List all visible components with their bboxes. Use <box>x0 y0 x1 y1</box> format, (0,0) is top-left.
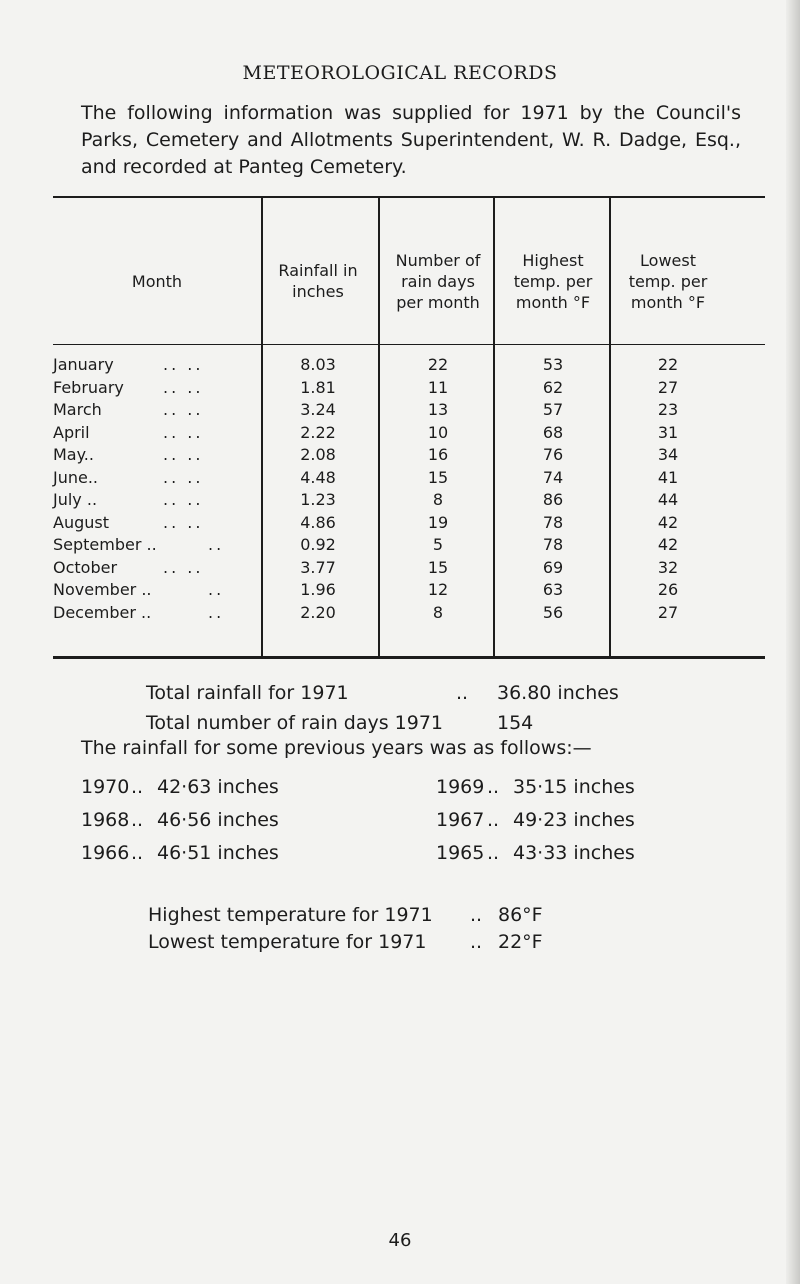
intro-paragraph: The following information was supplied for 1971 by the Council's Parks, Cemetery and Allotments Superintendent, W. R. Dadge, Esq., and recorded at Panteg Cemetery. <box>81 102 741 178</box>
previous-year: 1968 <box>81 809 130 831</box>
previous-row <box>81 771 761 804</box>
table-row <box>53 557 765 579</box>
month-leader-dots: .. .. <box>163 355 204 374</box>
table-row <box>53 489 765 511</box>
table-header-rule <box>53 344 765 345</box>
previous-dots: .. <box>487 842 500 864</box>
month-leader-dots: .. .. <box>163 490 204 509</box>
previous-year: 1967 <box>436 809 485 831</box>
month-cell: June.. <box>53 467 99 487</box>
month-leader-dots: .. <box>208 602 225 622</box>
previous-value: 46·56 inches <box>157 809 279 831</box>
rain-days-cell: 12 <box>427 580 449 599</box>
month-cell: April <box>53 422 90 442</box>
lowest-temp-cell: 41 <box>657 467 679 487</box>
lowest-temp-cell: 27 <box>657 377 679 397</box>
table-row <box>53 602 765 624</box>
rainfall-cell: 3.77 <box>300 557 336 577</box>
table-row <box>53 467 765 489</box>
month-cell: August <box>53 512 109 532</box>
previous-dots: .. <box>131 842 144 864</box>
table-row <box>53 444 765 466</box>
header-rainfall: Rainfall in inches <box>278 261 358 301</box>
header-rain-days: Number of rain days per month <box>395 250 481 312</box>
month-cell: December .. <box>53 602 152 622</box>
table-row <box>53 377 765 399</box>
rain-days-cell: 13 <box>427 400 449 419</box>
rainfall-cell: 1.81 <box>300 377 336 397</box>
previous-value: 42·63 inches <box>157 776 279 798</box>
highest-temp-cell: 76 <box>542 445 564 464</box>
rainfall-cell: 2.08 <box>300 445 336 464</box>
total-rainfall-value: 36.80 inches <box>497 682 619 704</box>
rain-days-cell: 15 <box>427 557 449 577</box>
rain-days-cell: 10 <box>427 422 449 442</box>
month-cell: February <box>53 377 124 397</box>
rainfall-cell: 4.86 <box>300 512 336 532</box>
month-cell: October <box>53 557 118 577</box>
highest-temp-cell: 78 <box>542 512 564 532</box>
total-rainfall-label: Total rainfall for 1971 <box>146 682 349 704</box>
header-highest-temp: Highest temp. per month °F <box>513 250 593 312</box>
highest-temp-label: Highest temperature for 1971 <box>148 904 433 926</box>
highest-temp-cell: 69 <box>542 557 564 577</box>
previous-value: 49·23 inches <box>513 809 635 831</box>
total-rain-days-label: Total number of rain days 1971 <box>146 712 444 734</box>
extremes-dots: .. <box>470 931 483 953</box>
rain-days-cell: 8 <box>432 602 444 622</box>
page-title: METEOROLOGICAL RECORDS <box>242 62 558 84</box>
month-cell: May.. <box>53 445 94 464</box>
previous-year: 1966 <box>81 842 130 864</box>
highest-temp-cell: 86 <box>542 490 564 509</box>
rainfall-cell: 4.48 <box>300 467 336 487</box>
rainfall-cell: 2.22 <box>300 422 336 442</box>
previous-value: 46·51 inches <box>157 842 279 864</box>
previous-value: 43·33 inches <box>513 842 635 864</box>
rain-days-cell: 8 <box>432 490 444 509</box>
month-leader-dots: .. <box>208 535 225 554</box>
previous-dots: .. <box>487 776 500 798</box>
rain-days-cell: 16 <box>427 445 449 464</box>
table-row <box>53 512 765 534</box>
previous-dots: .. <box>131 776 144 798</box>
lowest-temp-cell: 26 <box>657 580 679 599</box>
table-row <box>53 399 765 421</box>
header-month: Month <box>131 271 183 291</box>
month-leader-dots: .. .. <box>163 467 204 487</box>
month-cell: September .. <box>53 535 157 554</box>
rain-days-cell: 22 <box>427 355 449 374</box>
previous-years-list <box>81 771 761 870</box>
extremes-dots: .. <box>470 904 483 926</box>
highest-temp-cell: 56 <box>542 602 564 622</box>
header-lowest-temp: Lowest temp. per month °F <box>628 250 708 312</box>
previous-value: 35·15 inches <box>513 776 635 798</box>
rain-days-cell: 5 <box>432 535 444 554</box>
month-leader-dots: .. .. <box>163 377 204 397</box>
table-row <box>53 354 765 376</box>
month-leader-dots: .. <box>208 580 225 599</box>
table-row <box>53 579 765 601</box>
rainfall-cell: 8.03 <box>300 355 336 374</box>
highest-temp-cell: 78 <box>542 535 564 554</box>
lowest-temp-cell: 27 <box>657 602 679 622</box>
page-number: 46 <box>388 1230 412 1251</box>
rainfall-cell: 0.92 <box>300 535 336 554</box>
month-cell: November .. <box>53 580 152 599</box>
month-leader-dots: .. .. <box>163 445 204 464</box>
previous-dots: .. <box>131 809 144 831</box>
rainfall-cell: 1.96 <box>300 580 336 599</box>
rainfall-table <box>53 196 765 658</box>
highest-temp-cell: 63 <box>542 580 564 599</box>
lowest-temp-cell: 44 <box>657 490 679 509</box>
lowest-temp-value: 22°F <box>498 931 543 953</box>
lowest-temp-cell: 22 <box>657 355 679 374</box>
rainfall-cell: 1.23 <box>300 490 336 509</box>
rain-days-cell: 11 <box>427 377 449 397</box>
table-top-rule <box>53 196 765 198</box>
lowest-temp-cell: 42 <box>657 512 679 532</box>
month-cell: July .. <box>53 490 98 509</box>
previous-row <box>81 837 761 870</box>
month-leader-dots: .. .. <box>163 557 204 577</box>
previous-row <box>81 804 761 837</box>
lowest-temp-cell: 31 <box>657 422 679 442</box>
rainfall-cell: 2.20 <box>300 602 336 622</box>
previous-year: 1969 <box>436 776 485 798</box>
previous-year: 1965 <box>436 842 485 864</box>
lowest-temp-cell: 42 <box>657 535 679 554</box>
previous-years-heading: The rainfall for some previous years was as follows:— <box>81 737 592 759</box>
lowest-temp-label: Lowest temperature for 1971 <box>148 931 427 953</box>
table-row <box>53 534 765 556</box>
highest-temp-cell: 62 <box>542 377 564 397</box>
month-leader-dots: .. .. <box>163 422 204 442</box>
total-rain-days-value: 154 <box>497 712 534 734</box>
month-leader-dots: .. .. <box>163 400 204 419</box>
highest-temp-value: 86°F <box>498 904 543 926</box>
total-rainfall-dots: .. <box>456 682 469 704</box>
month-cell: January <box>53 355 114 374</box>
table-bottom-rule <box>53 656 765 659</box>
highest-temp-cell: 57 <box>542 400 564 419</box>
rain-days-cell: 15 <box>427 467 449 487</box>
previous-dots: .. <box>487 809 500 831</box>
highest-temp-cell: 74 <box>542 467 564 487</box>
highest-temp-cell: 53 <box>542 355 564 374</box>
page-edge-shadow <box>786 0 800 1284</box>
lowest-temp-cell: 23 <box>657 400 679 419</box>
month-cell: March <box>53 400 102 419</box>
rainfall-cell: 3.24 <box>300 400 336 419</box>
lowest-temp-cell: 34 <box>657 445 679 464</box>
rain-days-cell: 19 <box>427 512 449 532</box>
highest-temp-cell: 68 <box>542 422 564 442</box>
previous-year: 1970 <box>81 776 130 798</box>
lowest-temp-cell: 32 <box>657 557 679 577</box>
month-leader-dots: .. .. <box>163 512 204 532</box>
table-row <box>53 422 765 444</box>
